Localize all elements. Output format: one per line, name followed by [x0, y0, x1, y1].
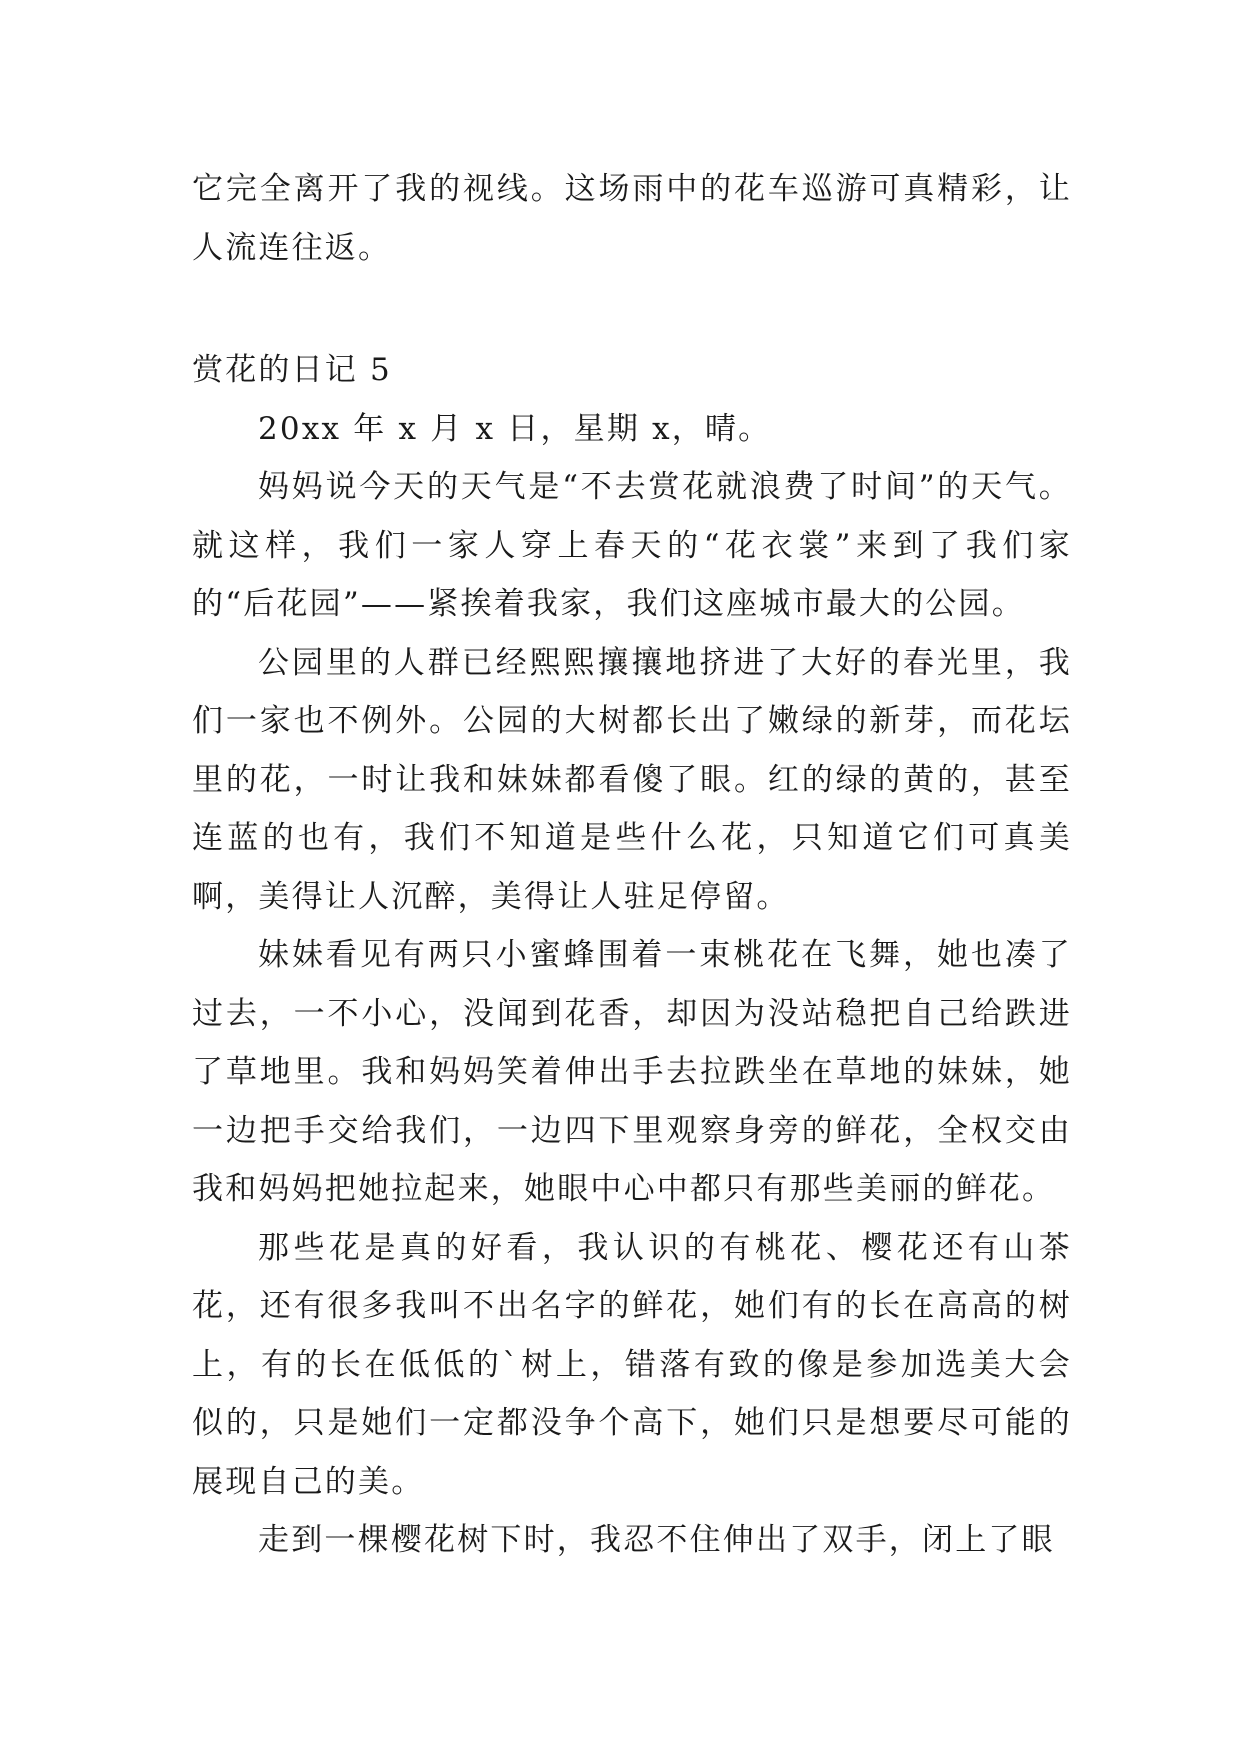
document-body: [192, 160, 1072, 1570]
paragraph-2: 公园里的人群已经熙熙攘攘地挤进了大好的春光里，我们一家也不例外。公园的大树都长出了嫩绿的新芽，而花坛里的花，一时让我和妹妹都看傻了眼。红的绿的黄的，甚至连蓝的也有，我们不知道是些什么花，只知道它们可真美啊，美得让人沉醉，美得让人驻足停留。: [192, 644, 1072, 915]
date-line: 20xx 年 x 月 x 日，星期 x，晴。: [258, 410, 772, 447]
section-gap: [192, 277, 1072, 341]
intro-paragraph: 它完全离开了我的视线。这场雨中的花车巡游可真精彩，让人流连往返。: [192, 171, 1072, 266]
paragraph-5: 走到一棵樱花树下时，我忍不住伸出了双手，闭上了眼: [258, 1522, 1055, 1558]
paragraph-1: 妈妈说今天的天气是“不去赏花就浪费了时间”的天气。就这样，我们一家人穿上春天的“花衣裳”来到了我们家的“后花园”——紧挨着我家，我们这座城市最大的公园。: [192, 469, 1072, 622]
paragraph-3: 妹妹看见有两只小蜜蜂围着一束桃花在飞舞，她也凑了过去，一不小心，没闻到花香，却因为没站稳把自己给跌进了草地里。我和妈妈笑着伸出手去拉跌坐在草地的妹妹，她一边把手交给我们，一边四下里观察身旁的鲜花，全权交由我和妈妈把她拉起来，她眼中心中都只有那些美丽的鲜花。: [192, 937, 1072, 1207]
paragraph-4: 那些花是真的好看，我认识的有桃花、樱花还有山茶花，还有很多我叫不出名字的鲜花，她们有的长在高高的树上，有的长在低低的`树上，错落有致的像是参加选美大会似的，只是她们一定都没争个高下，她们只是想要尽可能的展现自己的美。: [192, 1229, 1072, 1500]
section-heading: 赏花的日记 5: [192, 352, 392, 388]
